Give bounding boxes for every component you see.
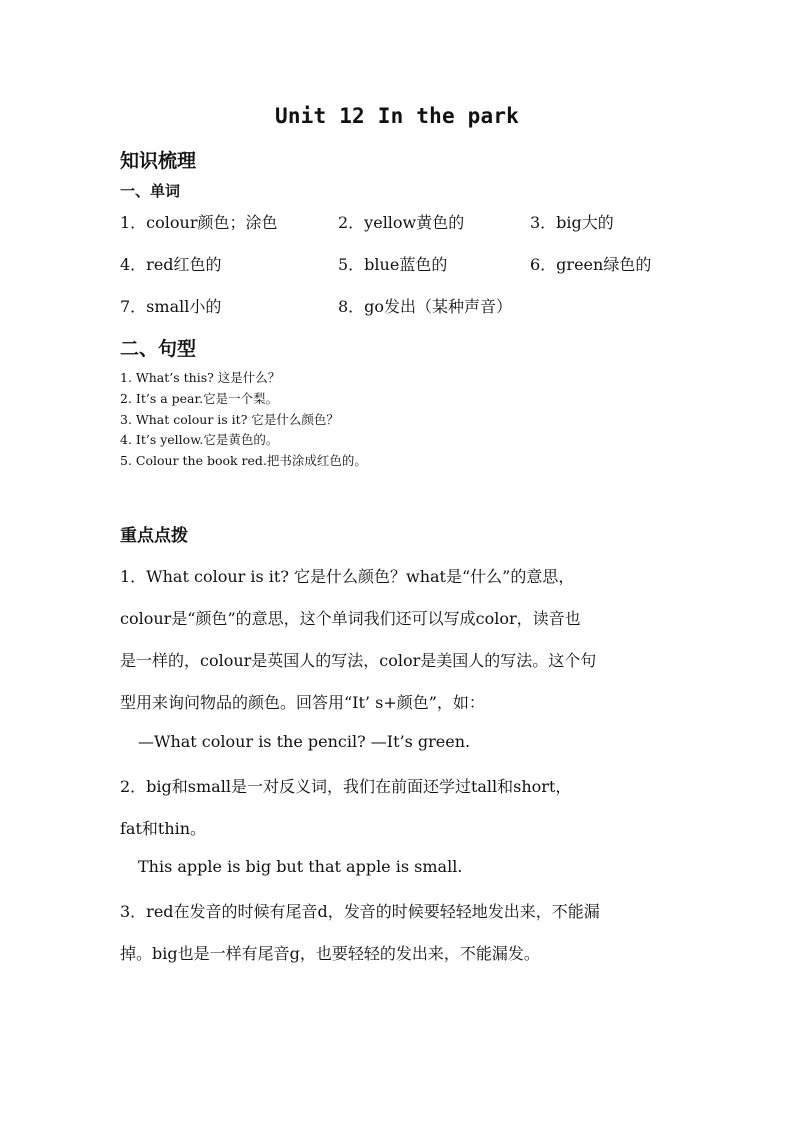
list-item: 5. Colour the book red.把书涂成红色的。: [120, 453, 367, 469]
paragraph-line: 掉。big也是一样有尾音g，也要轻轻的发出来，不能漏发。: [120, 944, 540, 963]
vocab-heading: 一、单词: [120, 182, 181, 200]
vocab-row: [120, 252, 690, 276]
list-item: 1. What’s this? 这是什么？: [120, 370, 281, 385]
vocab-item: 7．small小的: [120, 297, 222, 316]
example-dialogue: —What colour is the pencil? —It’s green.: [138, 732, 471, 751]
vocab-item: 3．big大的: [530, 213, 614, 232]
vocab-item: 8．go发出（某种声音）: [338, 297, 513, 316]
paragraph-line: 是一样的，colour是英国人的写法，color是美国人的写法。这个句: [120, 651, 597, 670]
sentence-list: [120, 368, 367, 472]
sentences-heading: 二、句型: [120, 338, 197, 360]
vocab-item: 2．yellow黄色的: [338, 213, 465, 232]
paragraph-line: colour是“颜色”的意思，这个单词我们还可以写成color，读音也: [120, 609, 581, 628]
vocab-row: [120, 294, 690, 318]
list-item: 4. It’s yellow.它是黄色的。: [120, 432, 279, 448]
paragraph-line: 2．big和small是一对反义词，我们在前面还学过tall和short，: [120, 777, 572, 796]
list-item: 2. It’s a pear.它是一个梨。: [120, 390, 279, 406]
paragraph-line: 3．red在发音的时候有尾音d，发音的时候要轻轻地发出来，不能漏: [120, 902, 600, 921]
paragraph-line: 1．What colour is it? 它是什么颜色？what是“什么”的意思，: [120, 567, 575, 586]
page-title: Unit 12 In the park: [274, 104, 520, 128]
vocab-row: [120, 210, 690, 234]
vocab-item: 4．red红色的: [120, 255, 222, 274]
example-sentence: This apple is big but that apple is small.: [138, 857, 463, 876]
vocab-item: 1．colour颜色；涂色: [120, 213, 278, 232]
section-heading-keypoints: 重点点拨: [120, 526, 188, 546]
list-item: 3. What colour is it? 它是什么颜色？: [120, 411, 339, 427]
section-heading-knowledge: 知识梳理: [120, 150, 197, 172]
paragraph-line: 型用来询问物品的颜色。回答用“It’ s+颜色”，如：: [120, 693, 485, 712]
vocab-item: 6．green绿色的: [530, 255, 652, 274]
vocab-item: 5．blue蓝色的: [338, 255, 448, 274]
paragraph-line: fat和thin。: [120, 819, 207, 838]
